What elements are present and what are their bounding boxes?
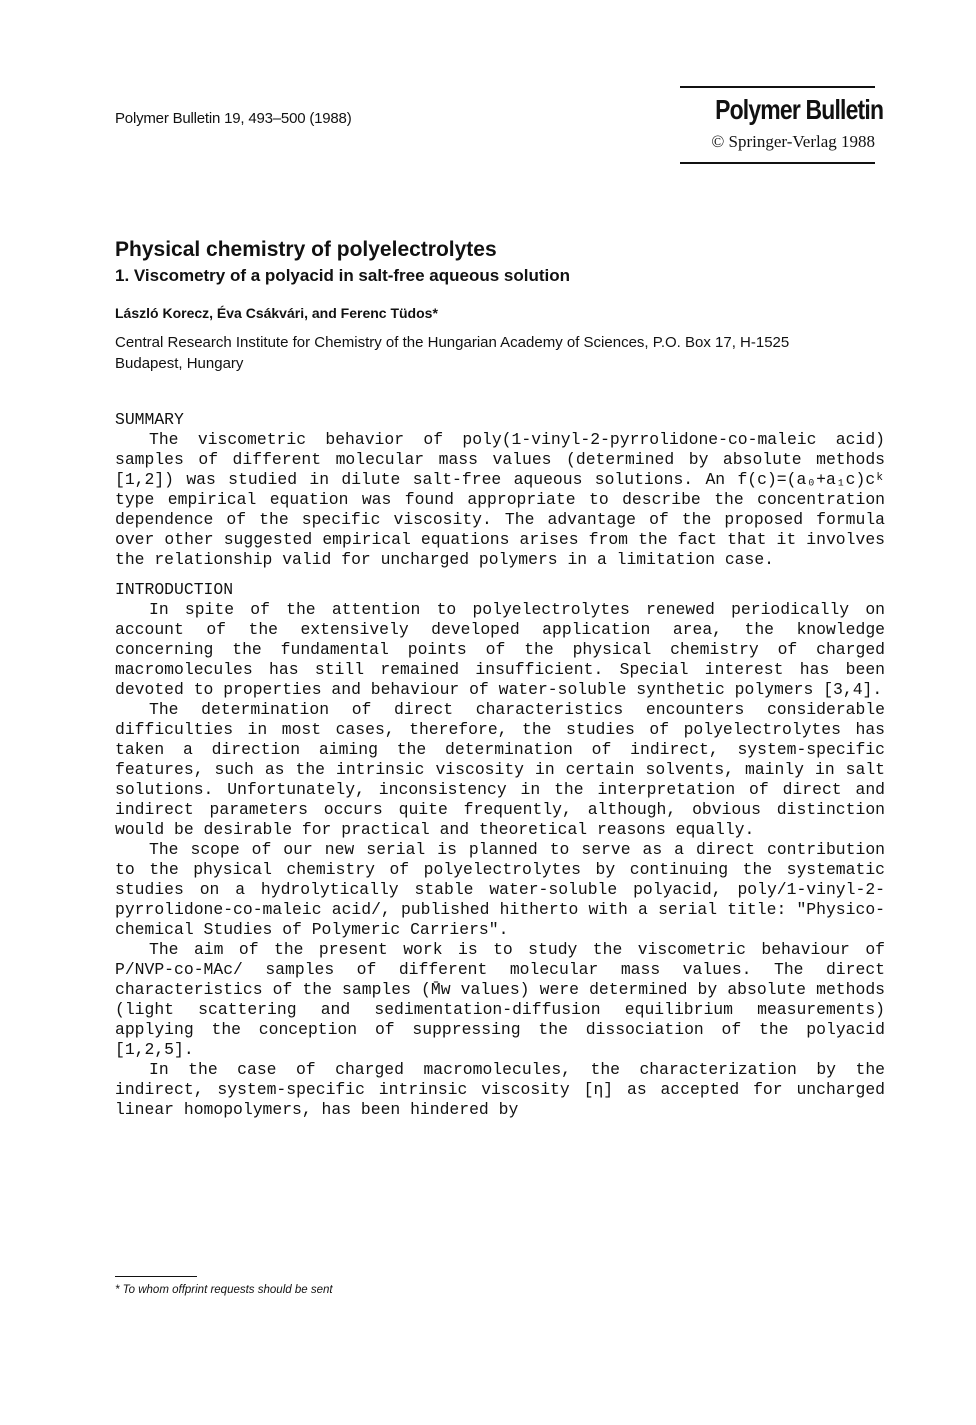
journal-reference: Polymer Bulletin 19, 493–500 (1988) (115, 110, 352, 127)
masthead-title: Polymer Bulletin (715, 94, 884, 125)
summary-heading: SUMMARY (115, 410, 184, 429)
introduction-heading: INTRODUCTION (115, 580, 234, 599)
masthead-copyright: © Springer-Verlag 1988 (711, 132, 875, 151)
footnote-rule (115, 1276, 197, 1277)
intro-paragraph-4: The aim of the present work is to study the viscometric behaviour of P/NVP-co-MAc/ samples of different molecular mass values. The direct characteristics of the samples (M̄w values) were determined by absolute methods (light scattering and sedimentation-diffusion equilibrium measurements) applying the conception of suppressing the dissociation of the polyacid [1,2,5]. (115, 940, 885, 1059)
intro-paragraph-5: In the case of charged macromolecules, the characterization by the indirect, system-specific intrinsic viscosity [η] as accepted for uncharged linear homopolymers, has been hindered by (115, 1060, 885, 1119)
paper-title: Physical chemistry of polyelectrolytes (115, 238, 497, 261)
intro-paragraph-2: The determination of direct characteristics encounters considerable difficulties in most cases, therefore, the studies of polyelectrolytes has taken a direction aiming the determination of indirect, system-specific features, such as the intrinsic viscosity in certain solvents, mainly in salt solutions. Unfortunately, inconsistency in the interpretation of direct and indirect parameters occurs quite frequently, although, obvious distinction would be desirable for practical and theoretical reasons equally. (115, 700, 885, 839)
section-gap (115, 570, 885, 580)
intro-paragraph-3: The scope of our new serial is planned to serve as a direct contribution to the physical chemistry of polyelectrolytes by continuing the systematic studies on a hydrolytically stable water-soluble polyacid, poly/1-vinyl-2-pyrrolidone-co-maleic acid/, published hitherto with a serial title: "Physico-chemical Studies of Polymeric Carriers". (115, 840, 885, 939)
footnote: * To whom offprint requests should be sent (115, 1284, 333, 1296)
author-list: László Korecz, Éva Csákvári, and Ferenc Tüdos* (115, 305, 438, 321)
summary-paragraph: The viscometric behavior of poly(1-vinyl-2-pyrrolidone-co-maleic acid) samples of different molecular mass values (determined by absolute methods [1,2]) was studied in dilute salt-free aqueous solutions. An f(c)=(a₀+a₁c)cᵏ type empirical equation was found appropriate to describe the concentration dependence of the specific viscosity. The advantage of the proposed formula over other suggested empirical equations arises from the fact that it involves the relationship valid for uncharged polymers in a limitation case. (115, 430, 885, 569)
affiliation: Central Research Institute for Chemistry of the Hungarian Academy of Sciences, P.O. Box 17, H-1525 Budapest, Hungary (115, 334, 790, 372)
journal-masthead (680, 86, 884, 164)
intro-paragraph-1: In spite of the attention to polyelectrolytes renewed periodically on account of the extensively developed application area, the knowledge concerning the fundamental points of the physical chemistry of charged macromolecules has still remained insufficient. Special interest has been devoted to properties and behaviour of water-soluble synthetic polymers [3,4]. (115, 600, 885, 699)
title-block (115, 236, 875, 374)
masthead-bottom-rule (680, 162, 875, 164)
masthead-top-rule (680, 86, 875, 88)
paper-subtitle: 1. Viscometry of a polyacid in salt-free aqueous solution (115, 266, 571, 285)
body-text (115, 410, 885, 1120)
